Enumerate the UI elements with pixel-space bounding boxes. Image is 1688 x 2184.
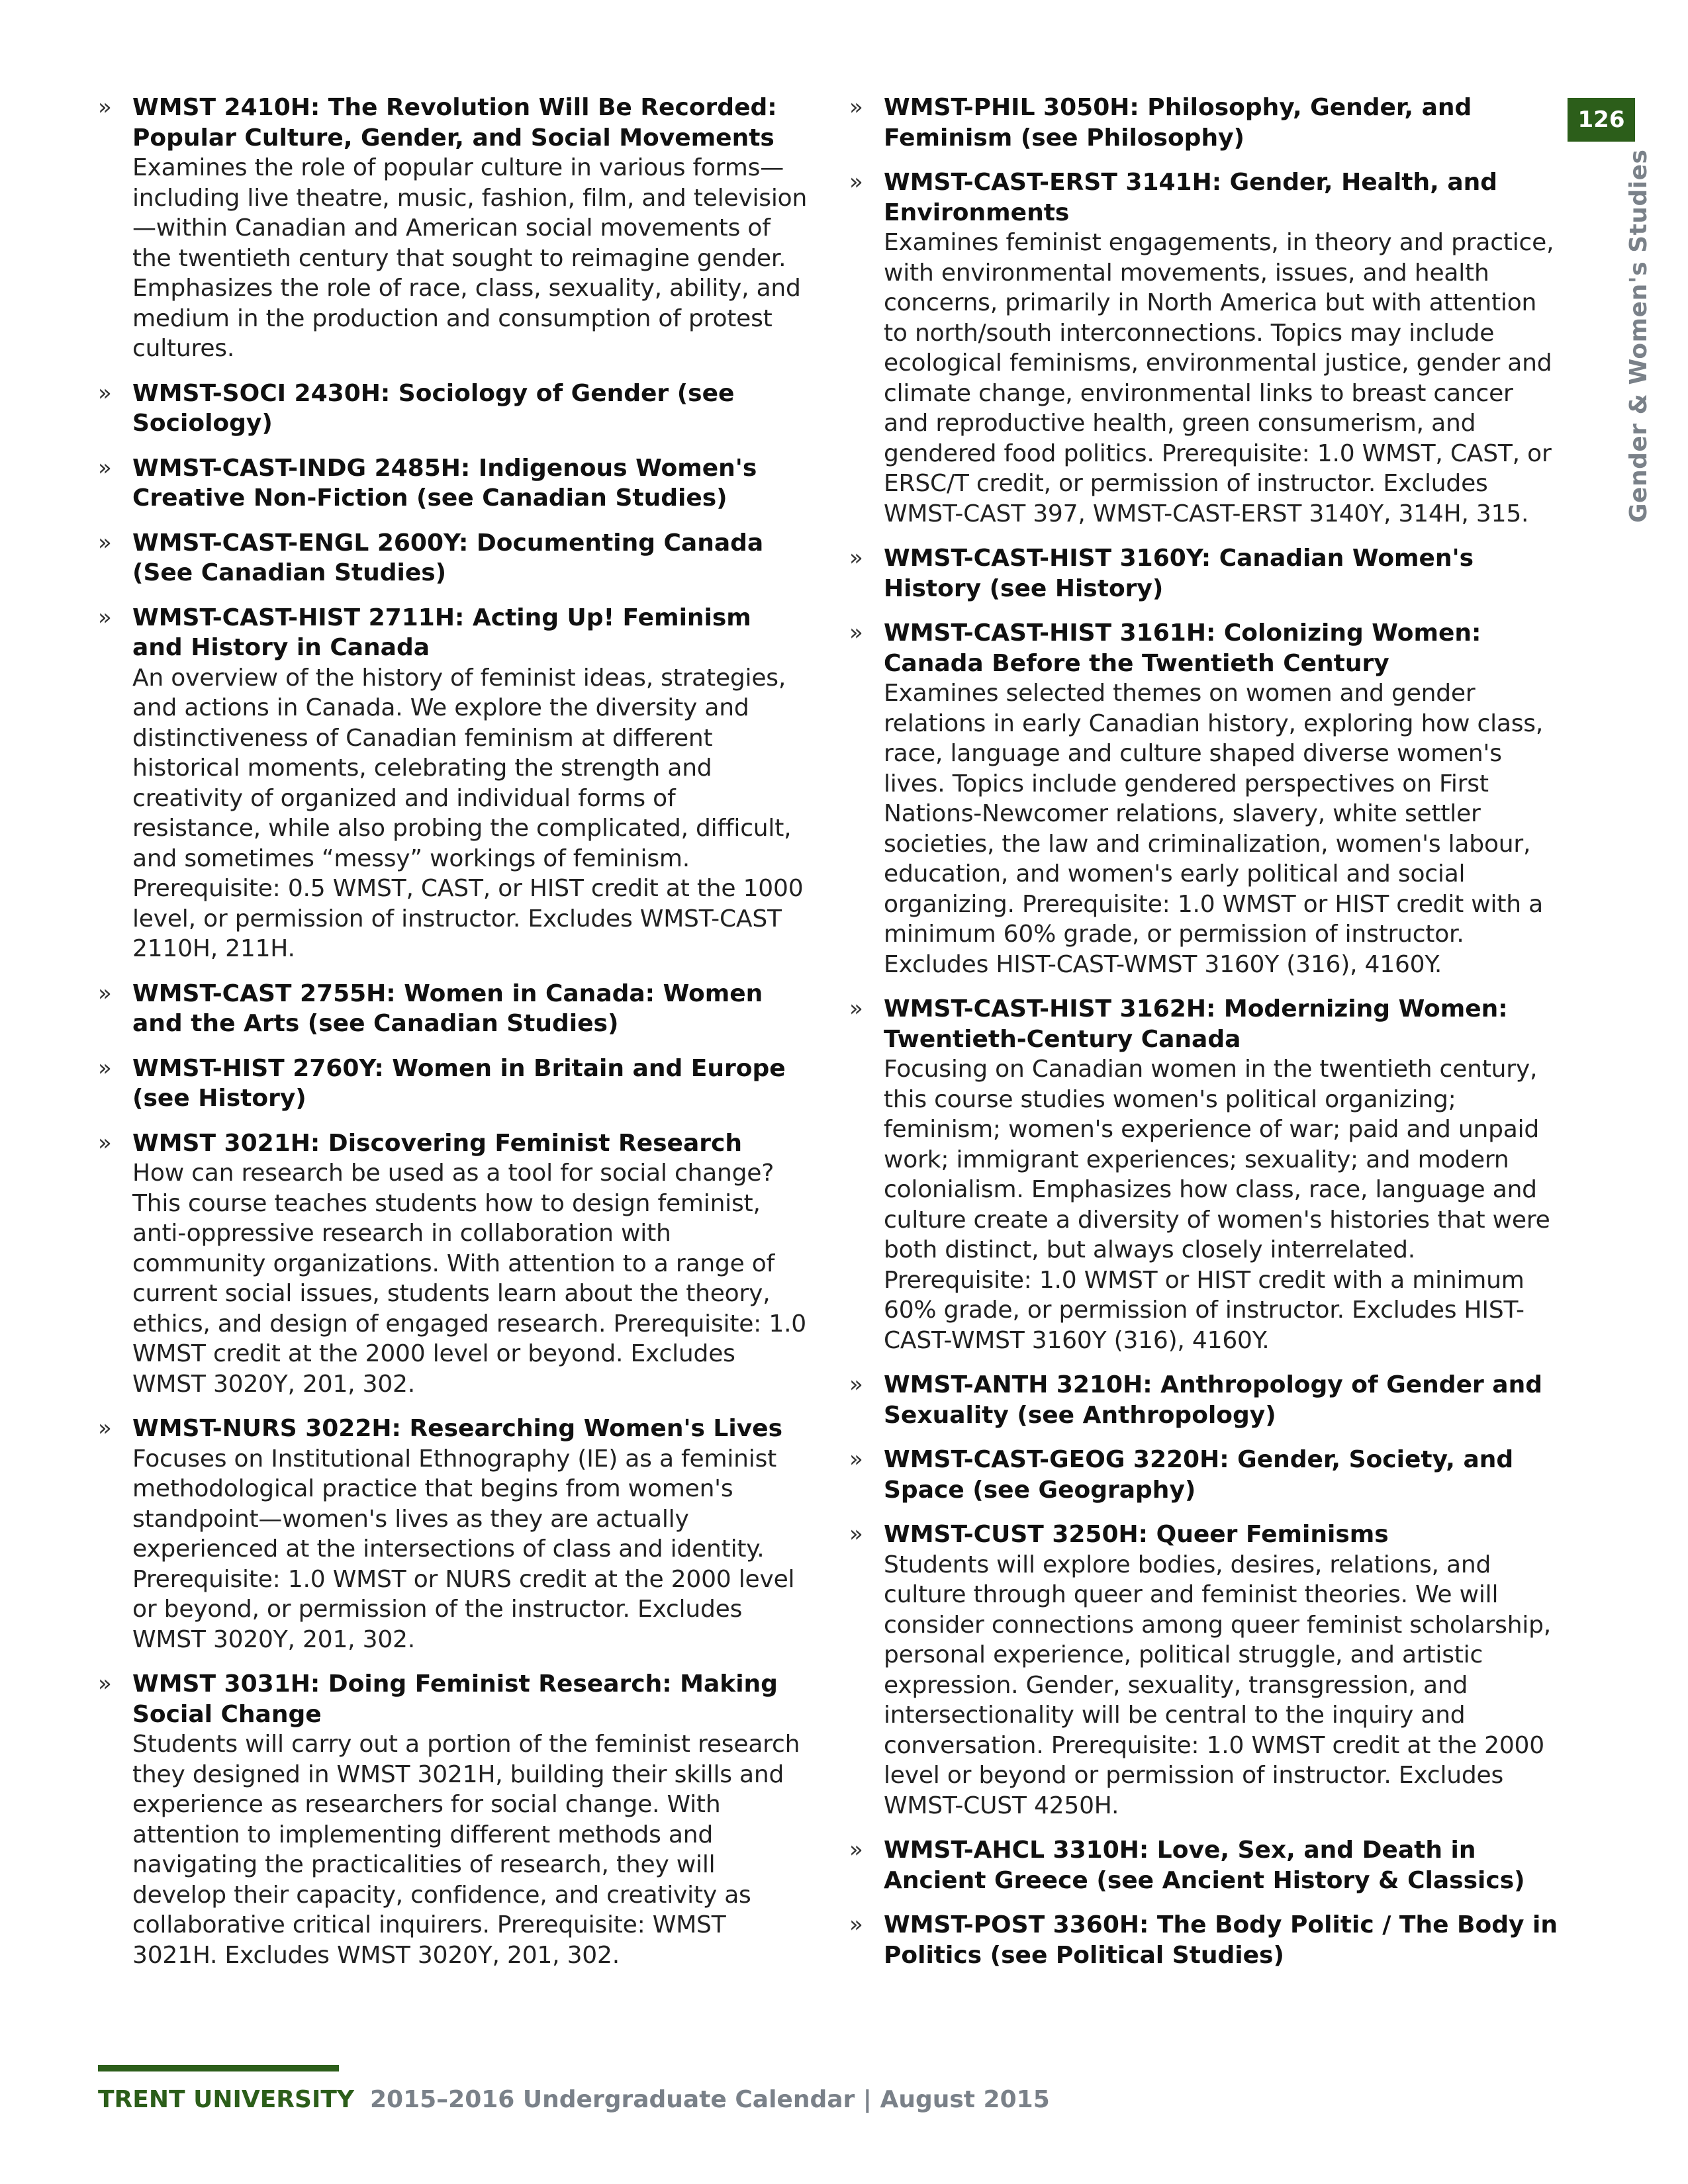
bullet-icon: » <box>849 1911 863 1938</box>
course-title: WMST-AHCL 3310H: Love, Sex, and Death in Ancient Greece (see Ancient History & Classics) <box>884 1837 1525 1894</box>
course-title: WMST-CAST-INDG 2485H: Indigenous Women's Creative Non-Fiction (see Canadian Studies) <box>132 454 757 512</box>
course-title: WMST-SOCI 2430H: Sociology of Gender (see Sociology) <box>132 379 735 437</box>
bullet-icon: » <box>98 604 112 631</box>
course-entry <box>844 1370 1559 1430</box>
left-column <box>93 93 808 1985</box>
bullet-icon: » <box>98 1670 112 1697</box>
course-entry <box>93 603 808 964</box>
footer-university: TRENT UNIVERSITY <box>98 2086 354 2113</box>
footer-calendar: 2015–2016 Undergraduate Calendar | August 2015 <box>369 2086 1050 2113</box>
course-title: WMST-CAST-HIST 2711H: Acting Up! Feminism and History in Canada <box>132 604 751 661</box>
bullet-icon: » <box>849 94 863 120</box>
bullet-icon: » <box>98 1415 112 1441</box>
course-title: WMST-CAST-HIST 3160Y: Canadian Women's History (see History) <box>884 545 1474 602</box>
course-title: WMST-HIST 2760Y: Women in Britain and Europe (see History) <box>132 1054 786 1112</box>
course-description: An overview of the history of feminist ideas, strategies, and actions in Canada. We explore the diversity and distinctiveness of Canadian feminism at different historical moments, celebrating the strength and creativity of organized and individual forms of resistance, while also probing the complicated, difficult, and sometimes “messy” workings of feminism. Prerequisite: 0.5 WMST, CAST, or HIST credit at the 1000 level, or permission of instructor. Excludes WMST-CAST 2110H, 211H. <box>132 664 804 962</box>
bullet-icon: » <box>849 1446 863 1473</box>
course-description: Examines feminist engagements, in theory and practice, with environmental movements, issues, and health concerns, primarily in North America but with attention to north/south interconnections. Topics may include ecological feminisms, environmental justice, gender and climate change, environmental links to breast cancer and reproductive health, green consumerism, and gendered food politics. Prerequisite: 1.0 WMST, CAST, or ERSC/T credit, or permission of instructor. Excludes WMST-CAST 397, WMST-CAST-ERST 3140Y, 314H, 315. <box>884 229 1554 527</box>
course-entry <box>844 93 1559 153</box>
bullet-icon: » <box>98 379 112 406</box>
course-entry <box>93 1054 808 1114</box>
section-tab-label: Gender & Women's Studies <box>1625 149 1652 523</box>
bullet-icon: » <box>98 529 112 556</box>
course-title: WMST-CAST-HIST 3161H: Colonizing Women: Canada Before the Twentieth Century <box>884 619 1481 677</box>
bullet-icon: » <box>849 995 863 1022</box>
bullet-icon: » <box>849 545 863 571</box>
course-title: WMST-ANTH 3210H: Anthropology of Gender and Sexuality (see Anthropology) <box>884 1371 1542 1429</box>
course-description: Focuses on Institutional Ethnography (IE) as a feminist methodological practice that begins from women's standpoint—women's lives as they are actually experienced at the intersections of class and identity. Prerequisite: 1.0 WMST or NURS credit at the 2000 level or beyond, or permission of the instructor. Excludes WMST 3020Y, 201, 302. <box>132 1445 795 1653</box>
course-entry <box>844 994 1559 1355</box>
bullet-icon: » <box>849 1837 863 1863</box>
course-title: WMST-CAST-HIST 3162H: Modernizing Women: Twentieth-Century Canada <box>884 995 1508 1053</box>
footer <box>98 2086 1050 2113</box>
course-entry <box>93 93 808 364</box>
course-title: WMST-CAST-GEOG 3220H: Gender, Society, and Space (see Geography) <box>884 1446 1514 1504</box>
course-entry <box>844 543 1559 604</box>
course-entry <box>93 379 808 439</box>
page-number: 126 <box>1568 98 1635 142</box>
course-description: How can research be used as a tool for social change? This course teaches students how to design feminist, anti-oppressive research in collaboration with community organizations. With attention to a range of current social issues, students learn about the theory, ethics, and design of engaged research. Prerequisite: 1.0 WMST credit at the 2000 level or beyond. Excludes WMST 3020Y, 201, 302. <box>132 1160 807 1398</box>
bullet-icon: » <box>98 94 112 120</box>
course-title: WMST-NURS 3022H: Researching Women's Lives <box>132 1415 783 1442</box>
course-entry <box>844 167 1559 529</box>
course-title: WMST 2410H: The Revolution Will Be Recorded: Popular Culture, Gender, and Social Movements <box>132 94 777 152</box>
course-entry <box>844 1520 1559 1821</box>
bullet-icon: » <box>849 619 863 646</box>
course-description: Examines the role of popular culture in various forms—including live theatre, music, fashion, film, and television—within Canadian and American social movements of the twentieth century that sought to reimagine gender. Emphasizes the role of race, class, sexuality, ability, and medium in the production and consumption of protest cultures. <box>132 154 808 362</box>
bullet-icon: » <box>98 454 112 481</box>
course-entry <box>93 979 808 1039</box>
course-title: WMST-POST 3360H: The Body Politic / The Body in Politics (see Political Studies) <box>884 1911 1558 1969</box>
course-description: Students will explore bodies, desires, relations, and culture through queer and feminist theories. We will consider connections among queer feminist scholarship, personal experience, political struggle, and artistic expression. Gender, sexuality, transgression, and intersectionality will be central to the inquiry and conversation. Prerequisite: 1.0 WMST credit at the 2000 level or beyond or permission of instructor. Excludes WMST-CUST 4250H. <box>884 1551 1552 1819</box>
course-entry <box>844 1910 1559 1970</box>
bullet-icon: » <box>849 1371 863 1398</box>
course-title: WMST 3021H: Discovering Feminist Research <box>132 1129 742 1157</box>
course-title: WMST 3031H: Doing Feminist Research: Making Social Change <box>132 1670 778 1728</box>
course-entry <box>93 528 808 588</box>
course-entry <box>844 1445 1559 1505</box>
course-description: Students will carry out a portion of the feminist research they designed in WMST 3021H, building their skills and experience as researchers for social change. With attention to implementing different methods and navigating the practicalities of research, they will develop their capacity, confidence, and creativity as collaborative critical inquirers. Prerequisite: WMST 3021H. Excludes WMST 3020Y, 201, 302. <box>132 1731 800 1969</box>
course-description: Focusing on Canadian women in the twentieth century, this course studies women's political organizing; feminism; women's experience of war; paid and unpaid work; immigrant experiences; sexuality; and modern colonialism. Emphasizes how class, race, language and culture create a diversity of women's histories that were both distinct, but always closely interrelated. Prerequisite: 1.0 WMST or HIST credit with a minimum 60% grade, or permission of instructor. Excludes HIST-CAST-WMST 3160Y (316), 4160Y. <box>884 1056 1550 1354</box>
course-title: WMST-CUST 3250H: Queer Feminisms <box>884 1521 1389 1548</box>
course-title: WMST-CAST 2755H: Women in Canada: Women and the Arts (see Canadian Studies) <box>132 979 763 1037</box>
right-column <box>844 93 1559 1985</box>
course-entry <box>93 1128 808 1400</box>
bullet-icon: » <box>98 1054 112 1081</box>
course-entry <box>93 1414 808 1655</box>
bullet-icon: » <box>98 979 112 1007</box>
course-description: Examines selected themes on women and gender relations in early Canadian history, exploring how class, race, language and culture shaped diverse women's lives. Topics include gendered perspectives on First Nations-Newcomer relations, slavery, white settler societies, the law and criminalization, women's labour, education, and women's early political and social organizing. Prerequisite: 1.0 WMST or HIST credit with a minimum 60% grade, or permission of instructor. Excludes HIST-CAST-WMST 3160Y (316), 4160Y. <box>884 680 1544 978</box>
course-title: WMST-CAST-ENGL 2600Y: Documenting Canada (See Canadian Studies) <box>132 529 764 586</box>
bullet-icon: » <box>849 169 863 195</box>
course-entry <box>844 1835 1559 1895</box>
bullet-icon: » <box>849 1521 863 1547</box>
course-entry <box>844 618 1559 979</box>
course-title: WMST-CAST-ERST 3141H: Gender, Health, and Environments <box>884 169 1498 226</box>
course-entry <box>93 1669 808 1970</box>
course-entry <box>93 453 808 514</box>
course-title: WMST-PHIL 3050H: Philosophy, Gender, and Feminism (see Philosophy) <box>884 94 1472 152</box>
bullet-icon: » <box>98 1129 112 1156</box>
footer-rule <box>98 2065 339 2071</box>
